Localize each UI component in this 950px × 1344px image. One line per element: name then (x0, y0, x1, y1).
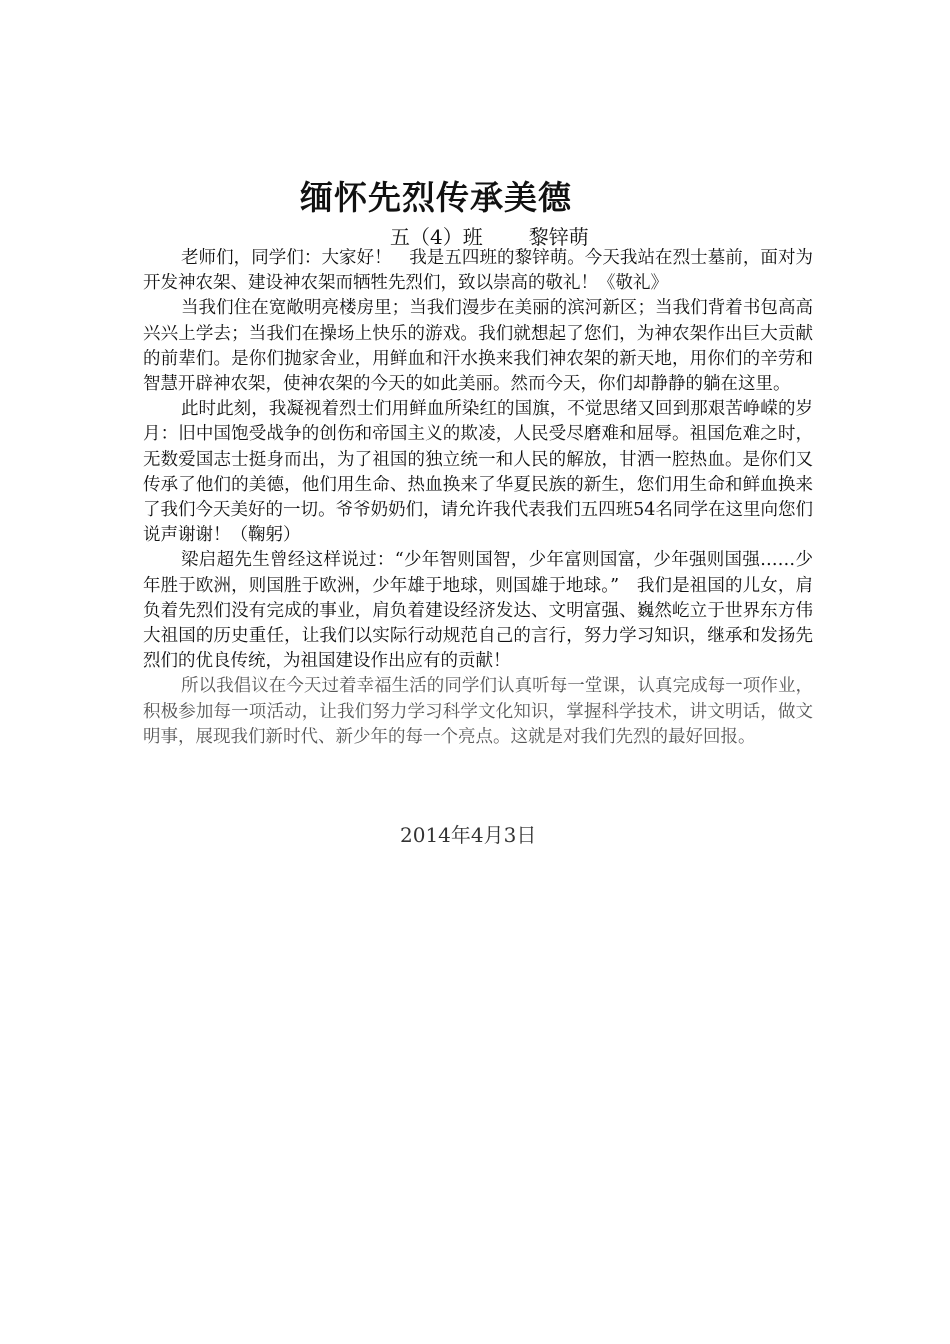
document-body (143, 246, 813, 750)
paragraph-proposal: 所以我倡议在今天过着幸福生活的同学们认真听每一堂课，认真完成每一项作业，积极参加每一项活动，让我们努力学习科学文化知识，掌握科学技术，讲文明话，做文明事，展现我们新时代、新少年的每一个亮点。这就是对我们先烈的最好回报。 (143, 676, 813, 747)
paragraph-remembrance: 当我们住在宽敞明亮楼房里；当我们漫步在美丽的滨河新区；当我们背着书包高高兴兴上学去；当我们在操场上快乐的游戏。我们就想起了您们，为神农架作出巨大贡献的前辈们。是你们抛家舍业，用鲜血和汗水换来我们神农架的新天地，用你们的辛劳和智慧开辟神农架，使神农架的今天的如此美丽。然而今天，你们却静静的躺在这里。 (143, 298, 813, 395)
author-name: 黎锌萌 (528, 225, 589, 249)
document-title: 缅怀先烈传承美德 (300, 178, 572, 217)
class-name: 五（4）班 (390, 225, 483, 249)
document-date: 2014年4月3日 (400, 823, 537, 847)
paragraph-history: 此时此刻，我凝视着烈士们用鲜血所染红的国旗，不觉思绪又回到那艰苦峥嵘的岁月：旧中国饱受战争的创伤和帝国主义的欺凌，人民受尽磨难和屈辱。祖国危难之时，无数爱国志士挺身而出，为了祖国的独立统一和人民的解放，甘洒一腔热血。是你们又传承了他们的美德，他们用生命、热血换来了华夏民族的新生，您们用生命和鲜血换来了我们今天美好的一切。爷爷奶奶们，请允许我代表我们五四班54名同学在这里向您们说声谢谢！（鞠躬） (143, 399, 813, 546)
paragraph-liang-qichao: 梁启超先生曾经这样说过：“少年智则国智，少年富则国富，少年强则国强……少年胜于欧洲，则国胜于欧洲，少年雄于地球，则国雄于地球。” 我们是祖国的儿女，肩负着先烈们没有完成的事业，肩负着建设经济发达、文明富强、巍然屹立于世界东方伟大祖国的历史重任，让我们以实际行动规范自己的言行，努力学习知识，继承和发扬先烈们的优良传统，为祖国建设作出应有的贡献！ (143, 550, 813, 672)
paragraph-greeting: 老师们，同学们：大家好！ 我是五四班的黎锌萌。今天我站在烈士墓前，面对为开发神农架、建设神农架而牺牲先烈们，致以崇高的敬礼！《敬礼》 (143, 248, 813, 294)
